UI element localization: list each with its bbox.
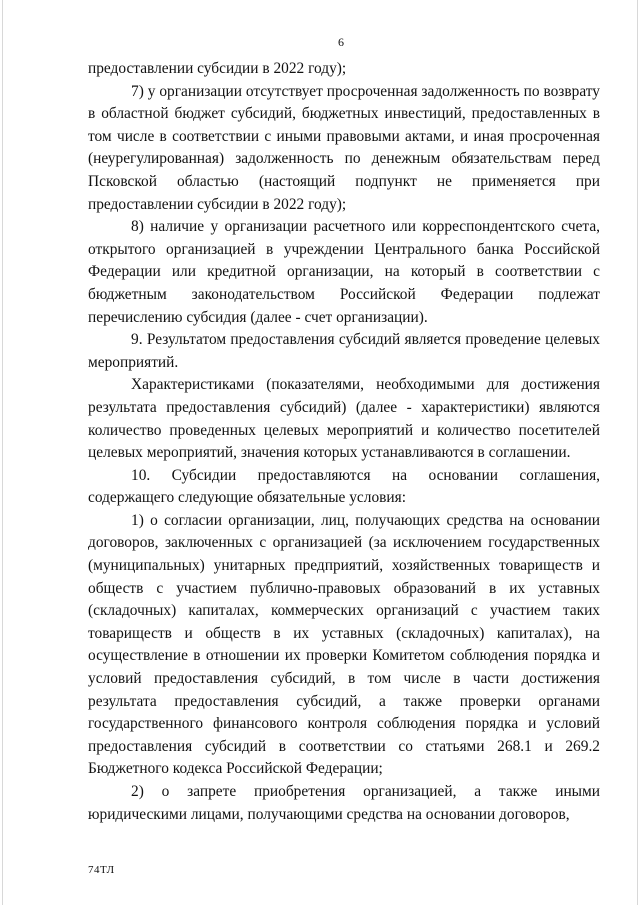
- document-body: [88, 58, 600, 826]
- paragraph-section-10: 10. Субсидии предоставляются на основании соглашения, содержащего следующие обязательные условия:: [88, 466, 600, 507]
- scan-edge-left: [2, 0, 3, 905]
- page-number: 6: [338, 35, 344, 49]
- paragraph-item-7: 7) у организации отсутствует просроченная задолженность по возврату в областной бюджет субсидий, бюджетных инвестиций, предоставленных в том числе в соответствии с иными правовыми актами, и иная просроченная (неурегулированная) задолженность по денежным обязательствам перед Псковской областью (настоящий подпункт не применяется при предоставлении субсидии в 2022 году);: [88, 82, 600, 213]
- paragraph-continuation: предоставлении субсидии в 2022 году);: [88, 60, 347, 77]
- paragraph-characteristics: Характеристиками (показателями, необходимыми для достижения результата предоставления субсидий) (далее - характеристики) являются количество проведенных целевых мероприятий и количество посетителей целевых мероприятий, значения которых устанавливаются в соглашении.: [88, 376, 600, 462]
- paragraph-section-9: 9. Результатом предоставления субсидий является проведение целевых мероприятий.: [88, 331, 600, 371]
- paragraph-item-8: 8) наличие у организации расчетного или корреспондентского счета, открытого организацией в учреждении Центрального банка Российской Федерации или кредитной организации, на который в соответствии с бюджетным законодательством Российской Федерации подлежат перечислению субсидия (далее - счет организации).: [88, 218, 600, 326]
- paragraph-condition-2: 2) о запрете приобретения организацией, а также иными юридическими лицами, получающими средства на основании договоров,: [88, 783, 600, 823]
- paragraph-condition-1: 1) о согласии организации, лиц, получающих средства на основании договоров, заключенных с организацией (за исключением государственных (муниципальных) унитарных предприятий, хозяйственных товариществ и обществ с участием публично-правовых образований в их уставных (складочных) капиталах, коммерческих организаций с участием таких товариществ и обществ в их уставных (складочных) капиталах), на осуществление в отношении их проверки Комитетом соблюдения порядка и условий предоставления субсидий, в том числе в части достижения результата предоставления субсидий, а также проверки органами государственного финансового контроля соблюдения порядка и условий предоставления субсидий в соответствии со статьями 268.1 и 269.2 Бюджетного кодекса Российской Федерации;: [88, 511, 600, 778]
- footer-code: 74ТЛ: [88, 864, 115, 876]
- scan-edge-right: [637, 0, 638, 905]
